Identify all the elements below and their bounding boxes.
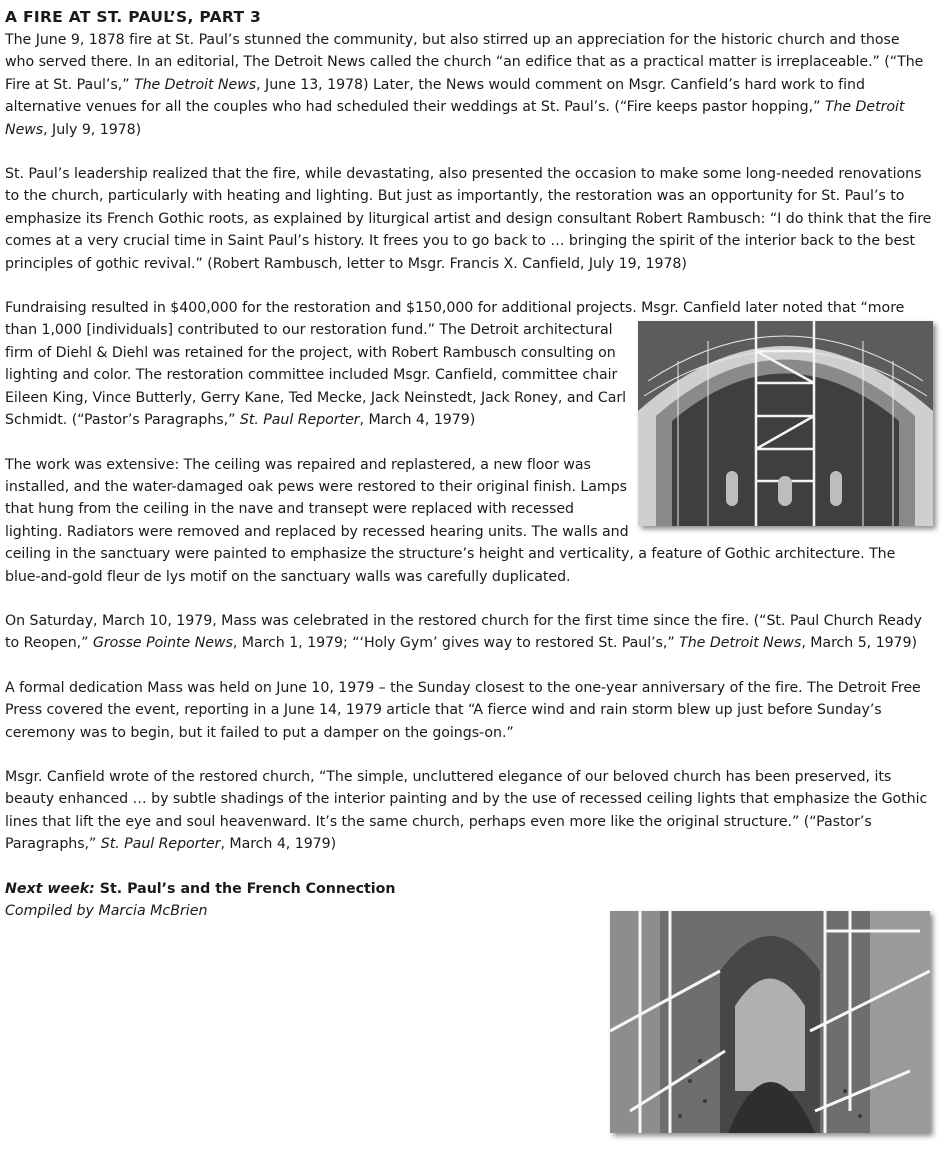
paragraph-6: A formal dedication Mass was held on June 10, 1979 – the Sunday closest to the one-year anniversary of the fire. The Detroit Free Press covered the event, reporting in a June 14, 1979 article that “A fierce wind and rain storm blew up just before Sunday’s ceremony was to begin, but it failed to put a damper on the goings-on.” [5, 679, 921, 741]
paragraph-4: The work was extensive: The ceiling was repaired and replastered, a new floor was installed, and the water-damaged oak pews were restored to their original finish. Lamps that hung from the ceiling in the nave and transept were replaced with recessed lighting. Radiators were removed and replaced by recessed hearing units. The walls and ceiling in the sanctuary were painted to emphasize the structure’s height and verticality, a feature of Gothic architecture. The blue-and-gold fleur de lys motif on the sanctuary walls was carefully duplicated. [5, 456, 896, 585]
paragraph-2: St. Paul’s leadership realized that the fire, while devastating, also presented the occasion to make some long-needed renovations to the church, particularly with heating and lighting. But just as importantly, the restoration was an opportunity for St. Paul’s to emphasize its French Gothic roots, as explained by liturgical artist and design consultant Robert Rambusch: “I do think that the fire comes at a very crucial time in Saint Paul’s history. It frees you to go back to … bringing the spirit of the interior back to the best principles of gothic revival.” (Robert Rambusch, letter to Msgr. Francis X. Canfield, July 19, 1978) [5, 166, 932, 272]
paragraph-1: The June 9, 1878 fire at St. Paul’s stunned the community, but also stirred up an appreciation for the historic church and those who served there. In an editorial, The Detroit News called the church “an edifice that as a practical matter is irreplaceable.” (“The Fire at St. Paul’s,” The Detroit News, June 13, 1978) Later, the News would comment on Msgr. Canfield’s hard work to find alternative venues for all the couples who had scheduled their weddings at St. Paul’s. (“Fire keeps pastor hopping,” The Detroit News, July 9, 1978) [5, 32, 924, 138]
next-week-text: St. Paul’s and the French Connection [94, 880, 396, 897]
scaffolding-arch-photo [638, 321, 933, 526]
next-week-line [5, 878, 933, 900]
compiled-by-text: Compiled by Marcia McBrien [5, 903, 208, 919]
paragraph-7: Msgr. Canfield wrote of the restored church, “The simple, uncluttered elegance of our beloved church has been preserved, its beauty enhanced … by subtle shadings of the interior painting and by the use of recessed ceiling lights that emphasize the Gothic lines that lift the eye and soul heavenward. It’s the same church, perhaps even more like the original structure.” (“Pastor’s Paragraphs,” St. Paul Reporter, March 4, 1979) [5, 768, 928, 853]
next-week-label: Next week: [5, 880, 95, 897]
paragraph-5: On Saturday, March 10, 1979, Mass was celebrated in the restored church for the first time since the fire. (“St. Paul Church Ready to Reopen,” Grosse Pointe News, March 1, 1979; “‘Holy Gym’ gives way to restored St. Paul’s,” The Detroit News, March 5, 1979) [5, 612, 922, 652]
paragraph-3 [5, 297, 933, 431]
restoration-sanctuary-photo [610, 911, 930, 1133]
article-title: A FIRE AT ST. PAUL’S, PART 3 [5, 8, 262, 26]
sanctuary-scaffolding-image [610, 911, 930, 1133]
paragraph-3-lead: Fundraising resulted in $400,000 for the restoration and $150,000 for additional projects. Msgr. Canfield later noted that “more than 1,000 [individuals] contributed to our restoration fund.” The Detroit [5, 300, 905, 339]
paragraph-3-rest: architectural firm of Diehl & Diehl was retained for the project, with Robert Rambusch consulting on lighting and color. The restoration committee included Msgr. Canfield, committee chair Eileen King, Vince Butterly, Gerry Kane, Ted Mecke, Jack Neinstedt, Jack Roney, and Carl Schmidt. (“Pastor’s Paragraphs,” St. Paul Reporter, March 4, 1979) [5, 322, 627, 429]
article [5, 6, 933, 922]
